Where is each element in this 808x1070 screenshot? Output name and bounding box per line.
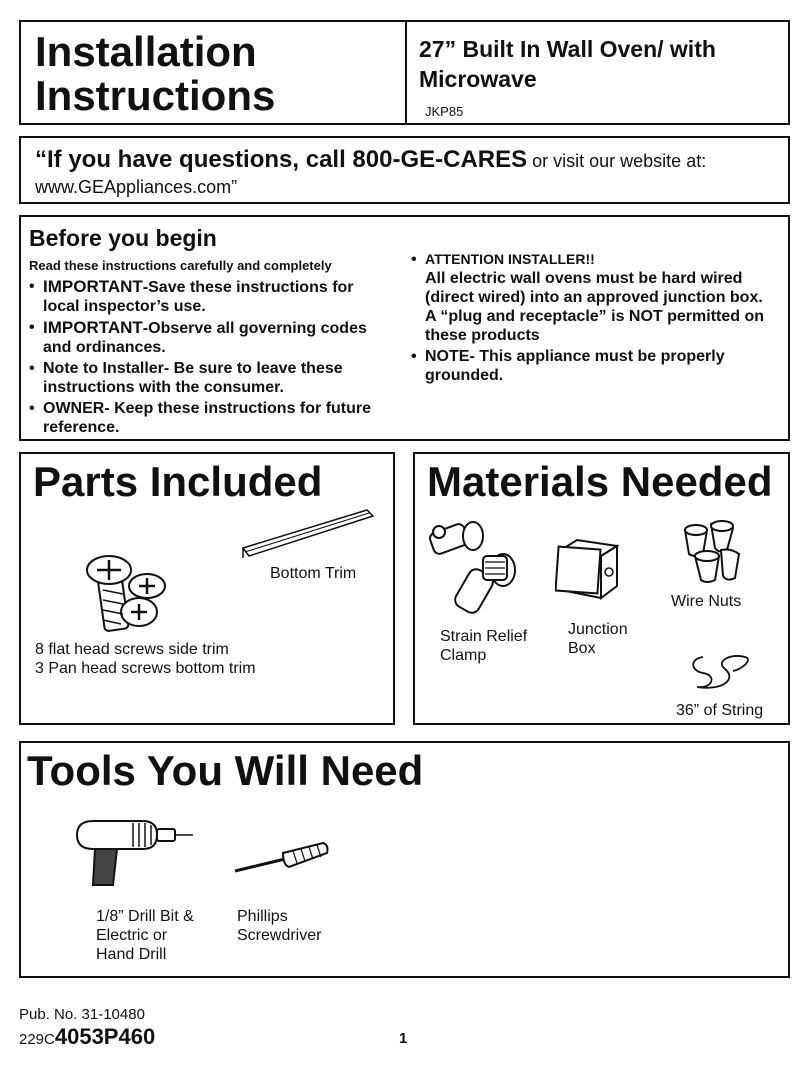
materials-needed-box: [413, 452, 790, 725]
drill-line-1: 1/8” Drill Bit &: [96, 908, 194, 925]
contact-box: [19, 136, 790, 204]
page-number: 1: [399, 1030, 408, 1047]
header-box: [19, 20, 790, 125]
parts-included-box: [19, 452, 395, 725]
important-label: IMPORTANT: [43, 277, 143, 296]
screwdriver-line-2: Screwdriver: [237, 927, 322, 944]
part-prefix: 229C: [19, 1031, 55, 1048]
wire-nuts-label: Wire Nuts: [671, 593, 742, 610]
drill-caption: [96, 907, 194, 964]
contact-line-1: [35, 146, 706, 174]
list-item: [411, 250, 771, 345]
attention-heading: • ATTENTION INSTALLER!!: [425, 251, 595, 267]
strain-line-2: Clamp: [440, 647, 487, 664]
list-item-text: -Save these instructions for local inspector’s use.: [43, 279, 354, 315]
drill-icon: [73, 815, 195, 891]
junction-box-icon: [555, 534, 623, 604]
product-line-1: 27” Built In Wall Oven/ with: [419, 36, 716, 62]
junction-box-label: [568, 620, 628, 658]
wire-nuts-icon: [677, 520, 743, 588]
list-item: [29, 399, 394, 437]
before-you-begin-box: [19, 215, 790, 441]
contact-normal-text: or visit our website at:: [527, 151, 707, 171]
screwdriver-icon: [231, 839, 331, 879]
junction-line-2: Box: [568, 640, 596, 657]
part-number: [19, 1024, 155, 1050]
string-icon: [683, 649, 753, 693]
part-main: 4053P460: [54, 1024, 156, 1049]
list-item-text: NOTE- This appliance must be properly grounded.: [425, 348, 725, 384]
list-item: [29, 318, 394, 357]
document-title: [35, 30, 275, 118]
junction-line-1: Junction: [568, 621, 628, 638]
list-item: [411, 347, 771, 385]
bottom-trim-label: Bottom Trim: [270, 565, 357, 582]
screws-line-2: 3 Pan head screws bottom trim: [35, 660, 256, 677]
contact-bold-text: “If you have questions, call 800-GE-CARES: [35, 146, 528, 173]
list-item-text: All electric wall ovens must be hard wired (direct wired) into an approved junction box. A “plug and receptacle” is NOT permitted on these products: [425, 270, 765, 344]
list-item: [29, 277, 394, 316]
strain-relief-clamp-icon: [425, 514, 525, 622]
string-label: 36” of String: [676, 702, 764, 719]
list-item-text: Note to Installer- Be sure to leave these instructions with the consumer.: [43, 360, 343, 396]
screws-caption: [35, 640, 256, 678]
strain-line-1: Strain Relief: [440, 628, 528, 645]
list-item: [29, 359, 394, 397]
screwdriver-caption: [237, 907, 321, 945]
important-label: IMPORTANT: [43, 318, 143, 337]
materials-heading: Materials Needed: [427, 458, 773, 505]
drill-line-3: Hand Drill: [96, 946, 167, 963]
list-item-text: OWNER- Keep these instructions for future reference.: [43, 400, 372, 436]
website-url: www.GEAppliances.com”: [35, 177, 238, 197]
tools-heading: Tools You Will Need: [27, 747, 424, 794]
list-item-text: -Observe all governing codes and ordinances.: [43, 320, 367, 356]
before-right-list: [411, 250, 771, 385]
drill-line-2: Electric or: [96, 927, 168, 944]
product-line-2: Microwave: [419, 66, 537, 92]
bottom-trim-icon: [239, 504, 379, 564]
before-right-column: [411, 250, 771, 387]
screws-icon: [73, 552, 173, 634]
screws-line-1: 8 flat head screws side trim: [35, 641, 229, 658]
title-line-1: Installation: [35, 28, 257, 75]
before-left-list: [29, 277, 394, 437]
before-subheading: Read these instructions carefully and completely: [29, 258, 332, 273]
before-left-column: [29, 225, 394, 439]
header-divider: [405, 22, 407, 123]
pub-number: Pub. No. 31-10480: [19, 1006, 145, 1023]
before-heading: Before you begin: [29, 225, 217, 251]
strain-relief-label: [440, 627, 527, 665]
title-line-2: Instructions: [35, 72, 276, 119]
parts-heading: Parts Included: [33, 458, 323, 505]
product-name: [419, 34, 716, 94]
screwdriver-line-1: Phillips: [237, 908, 288, 925]
model-number: JKP85: [425, 104, 464, 119]
tools-box: [19, 741, 790, 978]
